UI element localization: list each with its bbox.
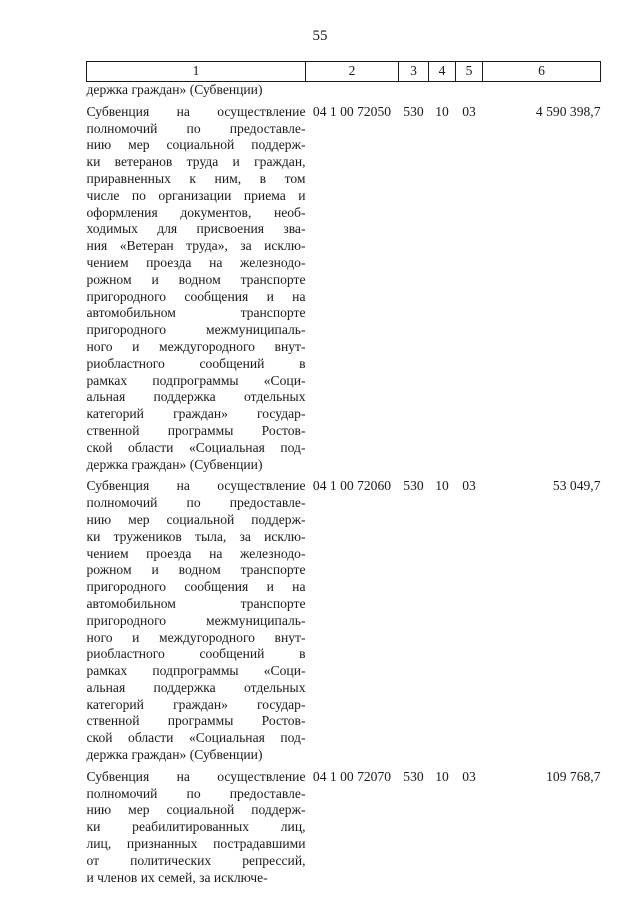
row-col5: 03 <box>462 103 476 119</box>
row-description <box>87 478 306 764</box>
header-col-4: 4 <box>429 62 456 82</box>
description-line: Субвенция на осуществление <box>86 768 306 784</box>
description-line: нию мер социальной поддерж- <box>86 137 306 153</box>
description-line: автомобильном транспорте <box>86 595 306 611</box>
description-line: ния «Ветеран труда», за исклю- <box>86 238 306 254</box>
description-line: ской области «Социальная под- <box>86 439 306 455</box>
description-line: держка граждан» (Субвенции) <box>86 456 263 472</box>
description-line: ки ветеранов труда и граждан, <box>86 154 306 170</box>
table-header-row <box>87 62 601 82</box>
description-line: риобластного сообщений в <box>86 355 306 371</box>
row-col5: 03 <box>462 768 476 784</box>
description-line: пригородного сообщения и на <box>86 579 306 595</box>
description-line: нию мер социальной поддерж- <box>86 511 306 527</box>
row-col3: 530 <box>403 103 424 119</box>
description-line: и членов их семей, за исключе- <box>86 869 268 885</box>
description-line: от политических репрессий, <box>86 852 306 868</box>
row-amount: 4 590 398,7 <box>535 103 601 119</box>
description-line: ного и междугородного внут- <box>86 629 306 645</box>
description-line: рамках подпрограммы «Соци- <box>86 372 306 388</box>
description-line: полномочий по предоставле- <box>86 495 306 511</box>
description-line: ходимых для присвоения зва- <box>86 221 306 237</box>
row-code: 04 1 00 72070 <box>312 768 392 784</box>
header-col-1: 1 <box>87 62 306 82</box>
description-line: ки реабилитированных лиц, <box>86 819 306 835</box>
table-row <box>87 769 601 887</box>
row-col4: 10 <box>435 103 449 119</box>
description-line: ного и междугородного внут- <box>86 338 306 354</box>
row-col3: 530 <box>403 768 424 784</box>
description-line: ственной программы Ростов- <box>86 422 306 438</box>
description-line: ской области «Социальная под- <box>86 730 306 746</box>
description-line: Субвенция на осуществление <box>86 478 306 494</box>
description-line: держка граждан» (Субвенции) <box>86 747 263 763</box>
description-line: приравненных к ним, в том <box>86 170 306 186</box>
description-line: риобластного сообщений в <box>86 646 306 662</box>
table-row <box>87 478 601 764</box>
continuation-row <box>87 82 601 99</box>
description-line: категорий граждан» государ- <box>86 406 306 422</box>
row-col4: 10 <box>435 478 449 494</box>
header-col-5: 5 <box>456 62 483 82</box>
row-col4: 10 <box>435 768 449 784</box>
description-line: чением проезда на железнодо- <box>86 545 306 561</box>
header-col-3: 3 <box>399 62 429 82</box>
description-line: числе по организации приема и <box>86 187 306 203</box>
continuation-text: держка граждан» (Субвенции) <box>86 82 263 97</box>
description-line: нию мер социальной поддерж- <box>86 802 306 818</box>
description-line: альная поддержка отдельных <box>86 389 306 405</box>
row-col5: 03 <box>462 478 476 494</box>
row-description <box>87 769 306 887</box>
row-amount: 53 049,7 <box>552 478 601 494</box>
description-line: полномочий по предоставле- <box>86 120 306 136</box>
description-line: автомобильном транспорте <box>86 305 306 321</box>
row-col3: 530 <box>403 478 424 494</box>
description-line: рожном и водном транспорте <box>86 271 306 287</box>
description-line: пригородного межмуниципаль- <box>86 612 306 628</box>
description-line: полномочий по предоставле- <box>86 785 306 801</box>
description-line: пригородного межмуниципаль- <box>86 322 306 338</box>
table-row <box>87 104 601 474</box>
description-line: пригородного сообщения и на <box>86 288 306 304</box>
description-line: категорий граждан» государ- <box>86 696 306 712</box>
description-line: Субвенция на осуществление <box>86 103 306 119</box>
description-line: рожном и водном транспорте <box>86 562 306 578</box>
header-col-6: 6 <box>483 62 601 82</box>
description-line: лиц, признанных пострадавшими <box>86 836 306 852</box>
row-code: 04 1 00 72050 <box>312 103 392 119</box>
description-line: альная поддержка отдельных <box>86 679 306 695</box>
description-line: ственной программы Ростов- <box>86 713 306 729</box>
description-line: чением проезда на железнодо- <box>86 254 306 270</box>
row-description <box>87 104 306 474</box>
row-code: 04 1 00 72060 <box>312 478 392 494</box>
description-line: оформления документов, необ- <box>86 204 306 220</box>
description-line: ки тружеников тыла, за исклю- <box>86 528 306 544</box>
page-number: 55 <box>312 28 328 44</box>
header-col-2: 2 <box>306 62 399 82</box>
budget-table <box>86 61 601 886</box>
description-line: рамках подпрограммы «Соци- <box>86 663 306 679</box>
row-amount: 109 768,7 <box>546 768 601 784</box>
